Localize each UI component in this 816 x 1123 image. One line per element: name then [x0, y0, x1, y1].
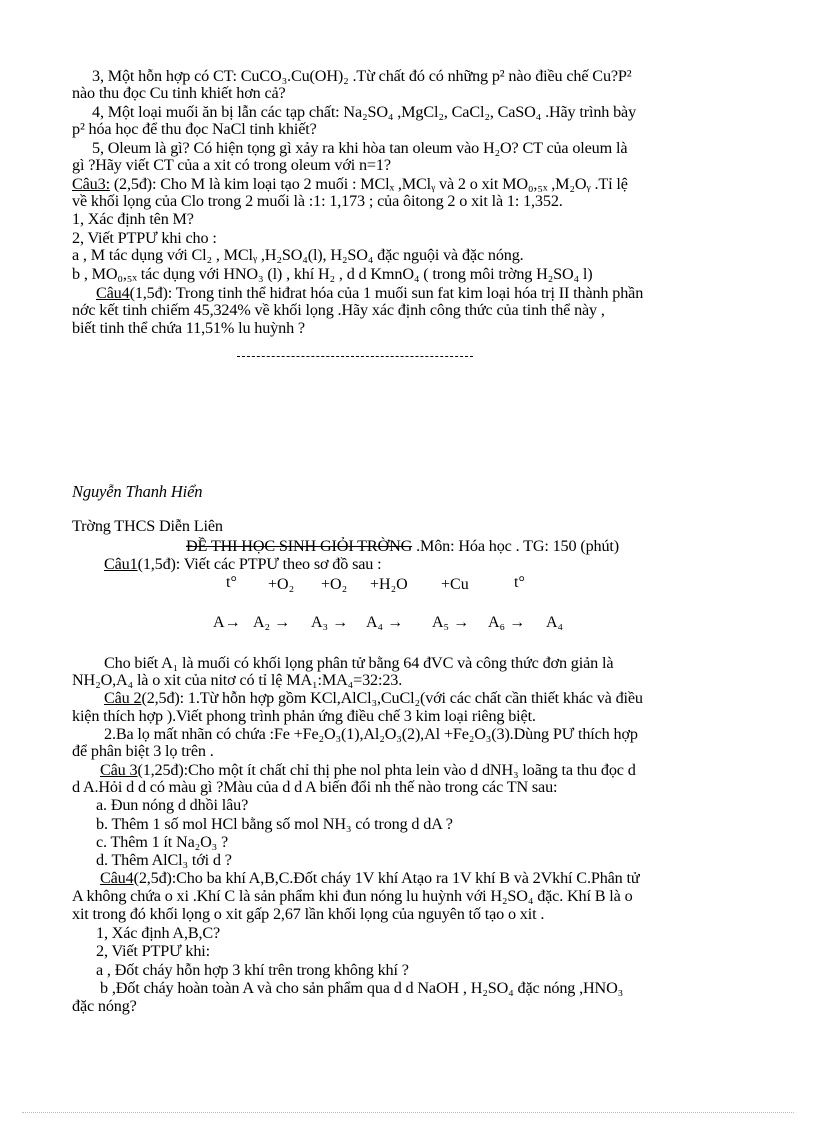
- exam-title: ĐỀ THI HỌC SINH GIỎI TRỜNG: [186, 537, 413, 555]
- author-name: Nguyễn Thanh Hiển: [72, 482, 203, 501]
- q4-line2: p² hóa học để thu đọc NaCl tinh khiết?: [72, 120, 317, 138]
- cond-3: +O₂: [321, 576, 348, 593]
- cau1-info1: Cho biết A₁ là muối có khối lọng phân tử bằng 64 đVC và công thức đơn giản là: [104, 654, 614, 672]
- separator: [237, 356, 473, 357]
- c4-line3: biết tinh thể chứa 11,51% lu huỳnh ?: [72, 319, 305, 337]
- cau2-line4: để phân biệt 3 lọ trên .: [72, 742, 214, 760]
- cau4b-line1: [100, 870, 772, 887]
- cond-5: +Cu: [441, 576, 469, 593]
- species-6: [488, 614, 525, 632]
- cau2-label: Câu 2: [104, 689, 142, 707]
- species-6-label: A₆: [488, 614, 506, 631]
- cau2-line3: 2.Ba lọ mất nhãn có chứa :Fe +Fe₂O₃(1),Al₂O₃(2),Al +Fe₂O₃(3).Dùng PƯ thích hợp: [104, 725, 638, 743]
- arrow-icon: →: [224, 614, 241, 631]
- cau1-text: (1,5đ): Viết các PTPƯ theo sơ đồ sau :: [137, 555, 382, 573]
- cau4b-line8: đặc nóng?: [72, 997, 137, 1015]
- arrow-icon: →: [509, 614, 526, 631]
- cau3b-line1: [100, 762, 772, 779]
- species-2: [253, 614, 290, 632]
- c4-line1: [96, 285, 768, 302]
- cau1-info2: NH₂O,A₄ là o xit của nitơ có tỉ lệ MA₁:MA₄=32:23.: [72, 671, 403, 689]
- c3-item-a: a , M tác dụng với Cl₂ , MClᵧ ,H₂SO₄(l), H₂SO₄ đặc nguội và đặc nóng.: [72, 246, 524, 264]
- c4-line2: nớc kết tinh chiếm 45,324% về khối lọng .Hãy xác định công thức của tinh thể này ,: [72, 301, 605, 319]
- cau4b-line6: a , Đốt cháy hỗn hợp 3 khí trên trong không khí ?: [96, 961, 409, 979]
- arrow-icon: →: [274, 614, 291, 631]
- page-bottom-border: [22, 1112, 794, 1113]
- species-7: A₄: [546, 614, 564, 631]
- cau2-line2: kiện thích hợp ).Viết phong trình phản ứng điều chế 3 kim loại riêng biệt.: [72, 707, 536, 725]
- cau1-label: Câu1: [104, 555, 138, 573]
- cau2-line1: [104, 690, 776, 707]
- exam-header: [186, 538, 746, 555]
- species-2-label: A₂: [253, 614, 271, 631]
- exam-meta: .Môn: Hóa học . TG: 150 (phút): [412, 537, 619, 555]
- cau4b-text: (2,5đ):Cho ba khí A,B,C.Đốt cháy 1V khí Atạo ra 1V khí B và 2Vkhí C.Phân tử: [133, 869, 640, 887]
- school-name: Trờng THCS Diễn Liên: [72, 517, 223, 535]
- species-1-label: A: [213, 614, 225, 631]
- cau4b-line4: 1, Xác định A,B,C?: [96, 924, 221, 942]
- cau3b-item-a: a. Đun nóng d dhồi lâu?: [96, 796, 249, 814]
- species-4-label: A₄: [366, 614, 384, 631]
- c3-label: Câu3:: [72, 175, 110, 193]
- cau3b-line2: d A.Hỏi d d có màu gì ?Màu của d d A biến đổi nh thế nào trong các TN sau:: [72, 778, 558, 796]
- q5-line1: 5, Oleum là gì? Có hiện tọng gì xảy ra khi hòa tan oleum vào H₂O? CT của oleum là: [92, 139, 628, 157]
- cau3b-item-d: d. Thêm AlCl₃ tới d ?: [96, 851, 232, 869]
- arrow-icon: →: [453, 614, 470, 631]
- q3-line2: nào thu đọc Cu tinh khiết hơn cả?: [72, 84, 286, 102]
- c3-line1: [72, 176, 744, 193]
- c3-item-b: b , MO₀,₅ₓ tác dụng với HNO₃ (l) , khí H₂ , d d KmnO₄ ( trong môi trờng H₂SO₄ l): [72, 265, 593, 283]
- q3-line1: 3, Một hỗn hợp có CT: CuCO₃.Cu(OH)₂ .Từ chất đó có những p² nào điều chế Cu?P²: [92, 67, 632, 85]
- c4-label: Câu4: [96, 284, 130, 302]
- c3-item1: 1, Xác định tên M?: [72, 210, 194, 228]
- species-4: [366, 614, 403, 632]
- species-5: [432, 614, 469, 632]
- c3-item2: 2, Viết PTPƯ khi cho :: [72, 229, 217, 247]
- cau4b-line5: 2, Viết PTPƯ khi:: [96, 942, 210, 960]
- cau4b-label: Câu4: [100, 869, 134, 887]
- species-3: [311, 614, 348, 632]
- cau4b-line7: b ,Đốt cháy hoàn toàn A và cho sản phẩm qua d d NaOH , H₂SO₄ đặc nóng ,HNO₃: [100, 979, 624, 997]
- cau3b-item-b: b. Thêm 1 số mol HCl bằng số mol NH₃ có trong d dA ?: [96, 815, 453, 833]
- q4-line1: 4, Một loại muối ăn bị lẫn các tạp chất: Na₂SO₄ ,MgCl₂, CaCl₂, CaSO₄ .Hãy trình bày: [92, 103, 637, 121]
- arrow-icon: →: [332, 614, 349, 631]
- cond-6: t°: [514, 574, 525, 591]
- cau2-text: (2,5đ): 1.Từ hỗn hợp gồm KCl,AlCl₃,CuCl₂(với các chất cần thiết khác và điều: [141, 689, 643, 707]
- cau4b-line2: A không chứa o xi .Khí C là sản phẩm khi đun nóng lu huỳnh với H₂SO₄ đặc. Khí B là o: [72, 887, 633, 905]
- species-1: [213, 614, 241, 632]
- cond-2: +O₂: [268, 576, 295, 593]
- c4-text: (1,5đ): Trong tinh thể hiđrat hóa của 1 muối sun fat kim loại hóa trị II thành phần: [129, 284, 644, 302]
- cau3b-label: Câu 3: [100, 761, 138, 779]
- c3-text: (2,5đ): Cho M là kim loại tạo 2 muối : MClₓ ,MClᵧ và 2 o xit MO₀,₅ₓ ,M₂Oᵧ .Tỉ lệ: [109, 175, 628, 193]
- arrow-icon: →: [387, 614, 404, 631]
- cau1-line: [104, 556, 776, 573]
- cond-4: +H₂O: [370, 576, 408, 593]
- cau3b-item-c: c. Thêm 1 ít Na₂O₃ ?: [96, 833, 229, 851]
- cau4b-line3: xit trong đó khối lọng o xit gấp 2,67 lần khối lọng của nguyên tố tạo o xit .: [72, 905, 545, 923]
- species-3-label: A₃: [311, 614, 329, 631]
- c3-line2: về khối lọng của Clo trong 2 muối là :1: 1,173 ; của ôitong 2 o xit là 1: 1,352.: [72, 192, 563, 210]
- cau3b-text: (1,25đ):Cho một ít chất chỉ thị phe nol phta lein vào d dNH₃ loãng ta thu đọc d: [137, 761, 636, 779]
- q5-line2: gì ?Hãy viết CT của a xit có trong oleum với n=1?: [72, 156, 391, 174]
- cond-1: t°: [226, 574, 237, 591]
- species-5-label: A₅: [432, 614, 450, 631]
